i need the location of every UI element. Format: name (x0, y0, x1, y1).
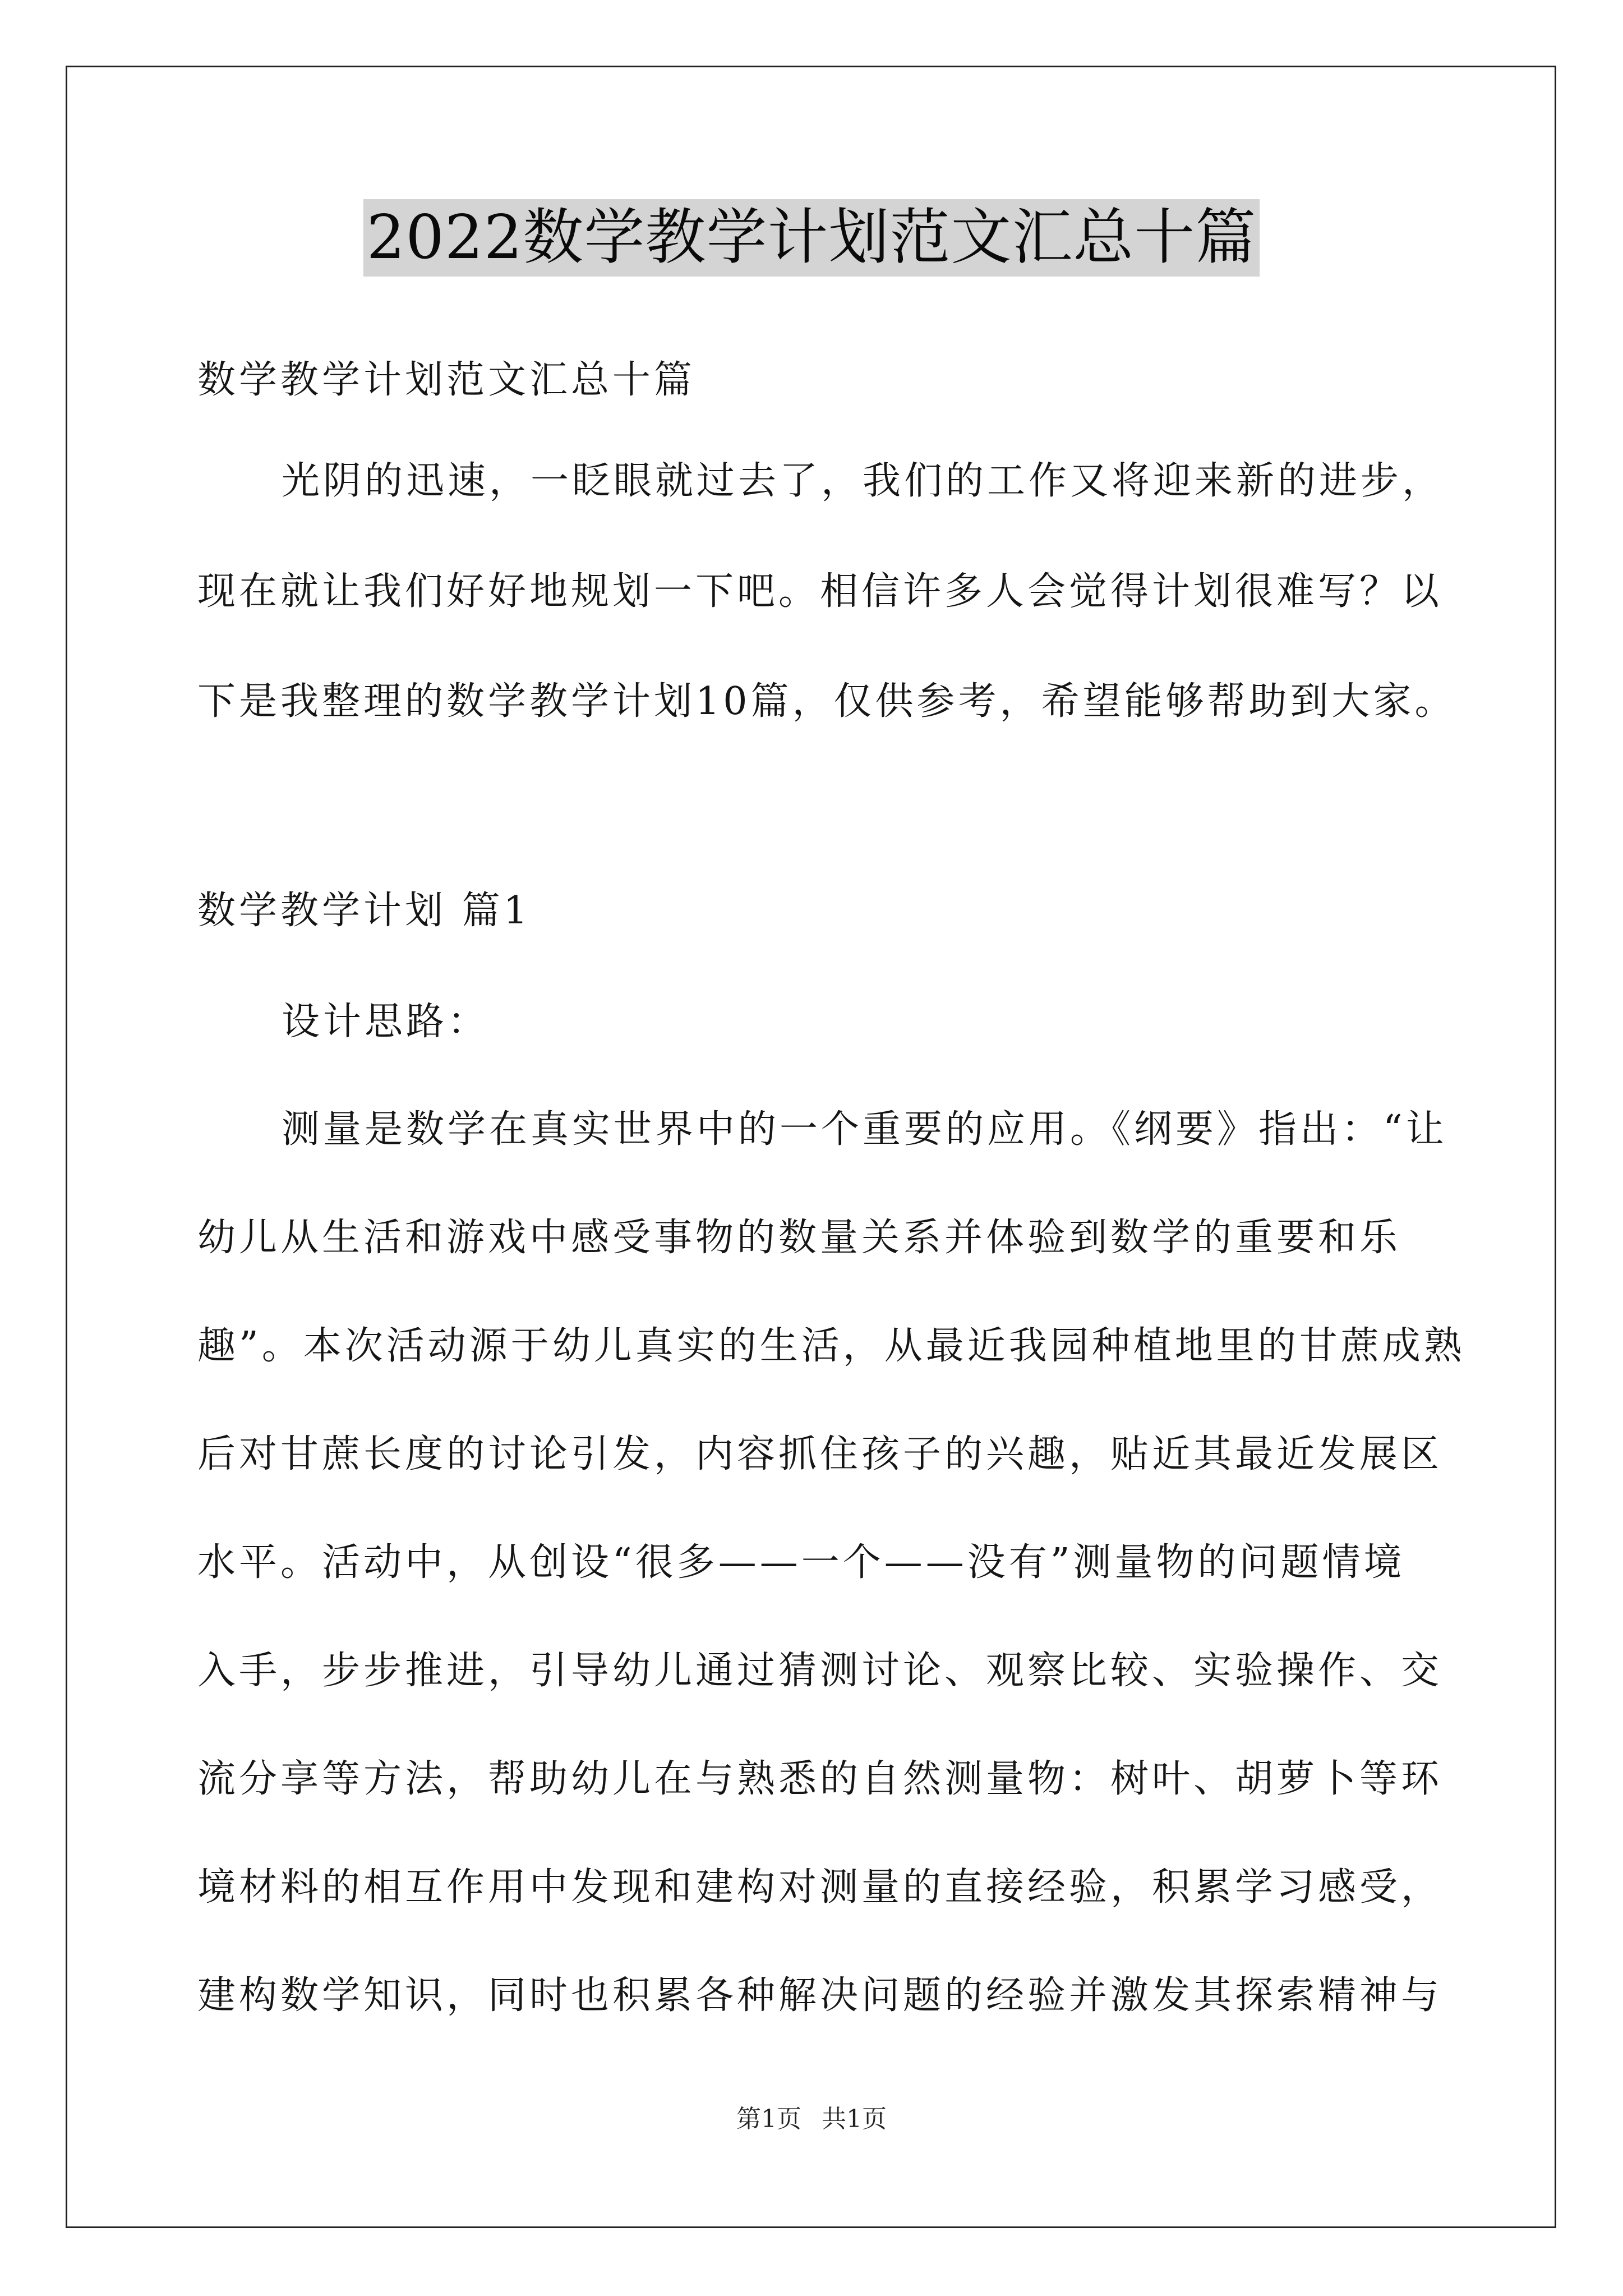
page-total: 共1页 (822, 2105, 887, 2133)
page-number: 第1页 (736, 2105, 801, 2133)
design-label: 设计思路： (282, 1000, 490, 1044)
intro-line-1: 光阴的迅速，一眨眼就过去了，我们的工作又将迎来新的进步， (282, 459, 1444, 503)
title-block (0, 199, 1623, 277)
page-footer (0, 2102, 1623, 2136)
intro-line-3: 下是我整理的数学教学计划10篇，仅供参考，希望能够帮助到大家。 (197, 679, 1456, 724)
body-line-1: 测量是数学在真实世界中的一个重要的应用。《纲要》指出：“让 (282, 1107, 1447, 1152)
body-line-5: 水平。活动中，从创设“很多——一个——没有”测量物的问题情境 (197, 1540, 1405, 1585)
body-line-4: 后对甘蔗长度的讨论引发，内容抓住孩子的兴趣，贴近其最近发展区 (197, 1432, 1443, 1476)
intro-line-2: 现在就让我们好好地规划一下吧。相信许多人会觉得计划很难写？以 (197, 569, 1443, 614)
body-line-6: 入手，步步推进，引导幼儿通过猜测讨论、观察比较、实验操作、交 (197, 1649, 1443, 1693)
body-line-2: 幼儿从生活和游戏中感受事物的数量关系并体验到数学的重要和乐 (197, 1216, 1401, 1260)
document-title: 2022数学教学计划范文汇总十篇 (363, 199, 1260, 277)
document-subtitle: 数学教学计划范文汇总十篇 (197, 358, 696, 402)
body-line-9: 建构数学知识，同时也积累各种解决问题的经验并激发其探索精神与 (197, 1973, 1443, 2018)
body-line-8: 境材料的相互作用中发现和建构对测量的直接经验，积累学习感受， (197, 1865, 1443, 1910)
body-line-3: 趣”。本次活动源于幼儿真实的生活，从最近我园种植地里的甘蔗成熟 (197, 1324, 1465, 1368)
section-heading: 数学教学计划 篇1 (197, 889, 531, 933)
body-line-7: 流分享等方法，帮助幼儿在与熟悉的自然测量物：树叶、胡萝卜等环 (197, 1757, 1443, 1801)
